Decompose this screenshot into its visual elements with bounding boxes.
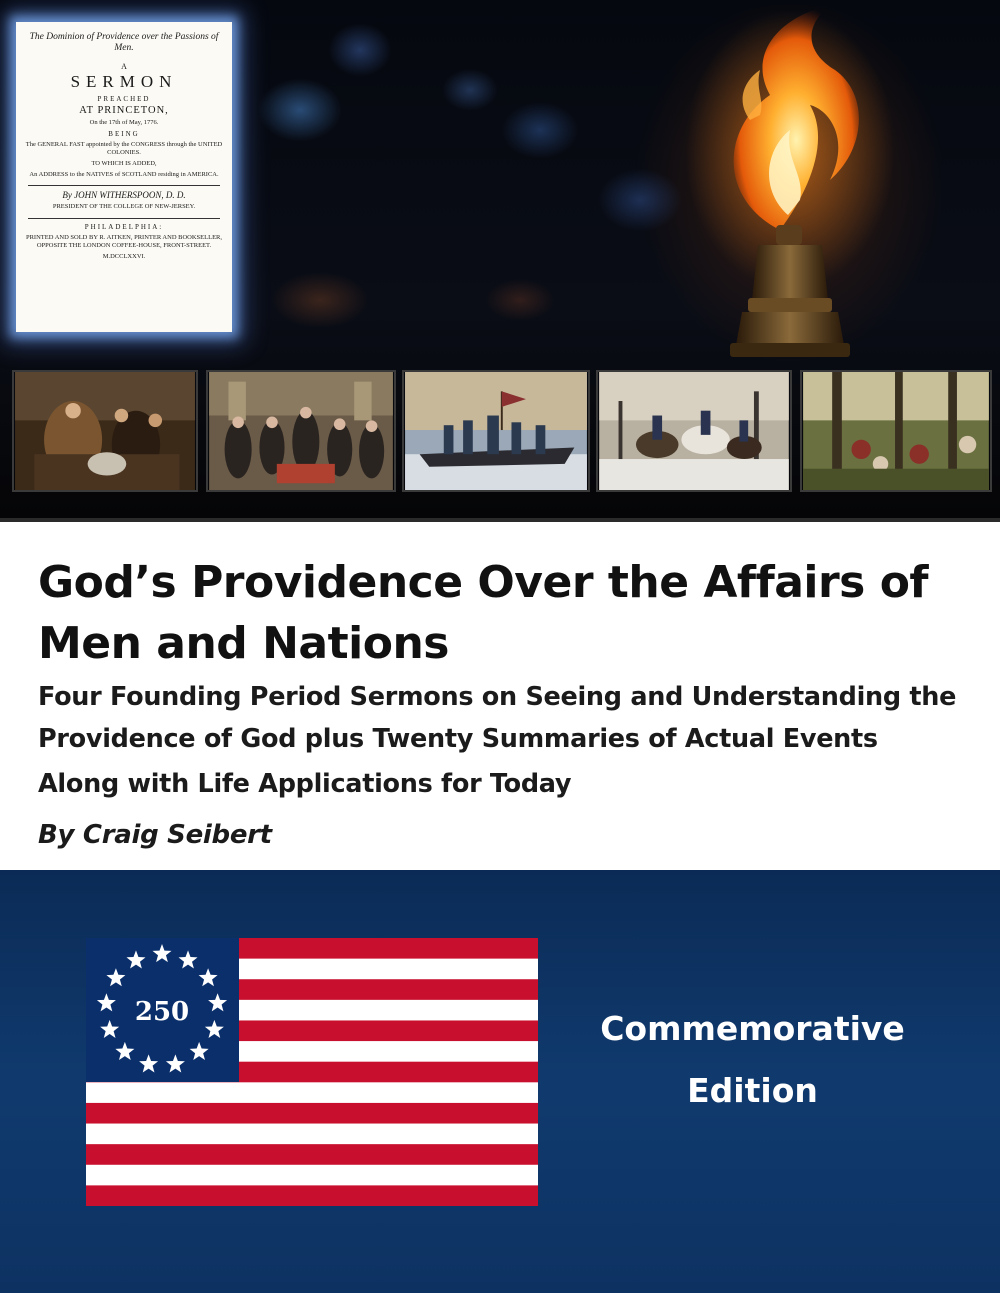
sermon-article: A xyxy=(121,61,127,71)
sermon-printer: PRINTED AND SOLD BY R. AITKEN, PRINTER AND BOOKSELLER, OPPOSITE THE LONDON COFFEE-HOUSE, FRONT-STREET. xyxy=(25,233,223,249)
book-author: By Craig Seibert xyxy=(38,820,272,850)
flag-stripe xyxy=(86,1144,538,1165)
book-subtitle: Four Founding Period Sermons on Seeing and Understanding the Providence of God plus Twenty Summaries of Actual Events xyxy=(38,682,957,754)
sermon-year: M.DCCLXXVI. xyxy=(102,252,146,260)
flag-stripe xyxy=(86,1103,538,1124)
sermon-title-page xyxy=(16,22,232,332)
sermon-added: TO WHICH IS ADDED, xyxy=(91,160,157,168)
sermon-heading: The Dominion of Providence over the Passions of Men. xyxy=(29,32,219,53)
sermon-rule-2 xyxy=(28,218,220,219)
painting-delaware-crossing-thumbnail xyxy=(402,370,590,492)
sermon-occasion: The GENERAL FAST appointed by the CONGRESS through the UNITED COLONIES. xyxy=(25,140,223,157)
sermon-preached: PREACHED xyxy=(97,94,151,103)
sermon-place: AT PRINCETON, xyxy=(79,104,169,116)
sermon-being: BEING xyxy=(108,129,140,138)
edition-label xyxy=(580,998,925,1122)
painting-congress-thumbnail xyxy=(206,370,396,492)
american-flag-250-icon xyxy=(86,938,538,1206)
flame-torch-image xyxy=(680,0,900,370)
book-subtitle-secondary: Along with Life Applications for Today xyxy=(38,769,572,799)
cover-top-artwork xyxy=(0,0,1000,518)
painting-valley-forge-thumbnail xyxy=(596,370,792,492)
sermon-date: On the 17th of May, 1776. xyxy=(89,118,159,126)
sermon-author-title: PRESIDENT OF THE COLLEGE OF NEW-JERSEY. xyxy=(52,203,196,211)
sermon-title: SERMON xyxy=(70,71,178,91)
book-title: God’s Providence Over the Affairs of Men and Nations xyxy=(38,557,929,669)
painting-forest-battle-thumbnail xyxy=(800,370,992,492)
sermon-city: PHILADELPHIA: xyxy=(84,222,164,231)
sermon-rule xyxy=(28,185,220,186)
flag-stripe xyxy=(86,1185,538,1206)
title-band xyxy=(0,518,1000,870)
edition-line-1: Commemorative xyxy=(600,1009,905,1048)
flag-badge-250: 250 xyxy=(134,997,190,1027)
sermon-address: An ADDRESS to the NATIVES of SCOTLAND residing in AMERICA. xyxy=(29,171,219,179)
edition-line-2: Edition xyxy=(687,1071,818,1110)
sermon-author: By JOHN WITHERSPOON, D. D. xyxy=(62,190,186,201)
painting-pilgrims-thumbnail xyxy=(12,370,198,492)
